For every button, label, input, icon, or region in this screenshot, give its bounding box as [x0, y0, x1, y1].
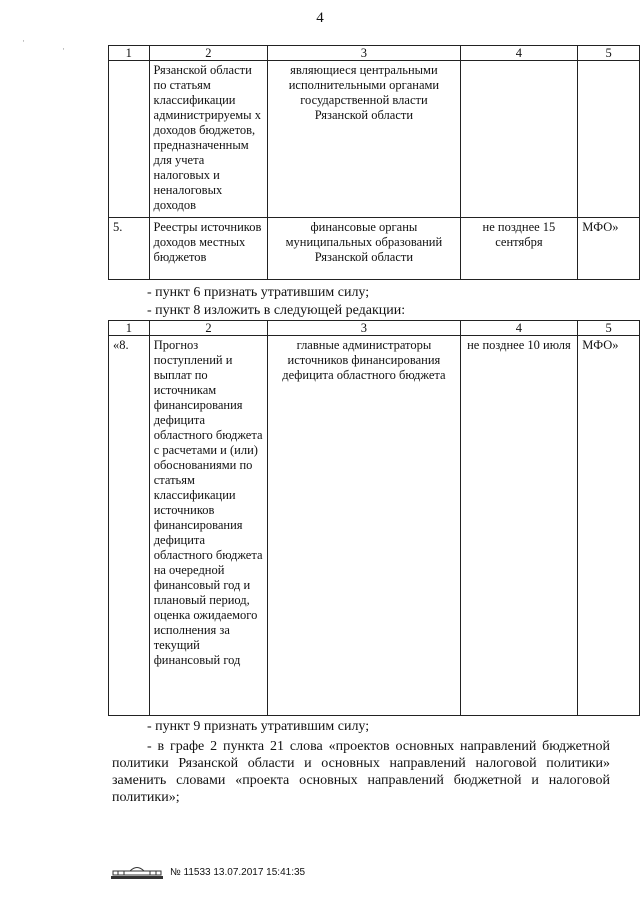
row-number [109, 61, 150, 218]
col-header: 1 [109, 46, 150, 61]
document-name: Реестры источников доходов местных бюджетов [149, 218, 268, 280]
row-number: 5. [109, 218, 150, 280]
col-header: 4 [460, 321, 578, 336]
col-header: 4 [460, 46, 578, 61]
table-header-row [109, 321, 640, 336]
amendment-item-8: - пункт 8 изложить в следующей редакции: [147, 303, 406, 318]
col-header: 5 [578, 321, 640, 336]
col-header: 2 [149, 321, 268, 336]
recipient: МФО» [578, 336, 640, 716]
document-name: Прогноз поступлений и выплат по источникам финансирования дефицита областного бюджета с расчетами и (или) обоснованиями по статьям классификации источников финансирования дефицита областного бюджета на очередной финансовый год и плановый период, оценка ожидаемого исполнения за текущий финансовый год [149, 336, 268, 716]
deadline: не позднее 10 июля [460, 336, 578, 716]
deadline [460, 61, 578, 218]
scan-mark: · [62, 44, 65, 54]
registry-logo-icon [110, 864, 164, 880]
document-id: № 11533 13.07.2017 15:41:35 [170, 866, 306, 878]
table-continuation [108, 45, 640, 280]
col-header: 3 [268, 46, 460, 61]
recipient: МФО» [578, 218, 640, 280]
deadline: не позднее 15 сентября [460, 218, 578, 280]
table-item-8 [108, 320, 640, 716]
table-row [109, 61, 640, 218]
col-header: 2 [149, 46, 268, 61]
col-header: 3 [268, 321, 460, 336]
table-row [109, 336, 640, 716]
table-row [109, 218, 640, 280]
col-header: 1 [109, 321, 150, 336]
amendment-item-21: - в графе 2 пункта 21 слова «проектов основных направлений бюджетной политики Рязанской области и основных направлений налоговой политики» заменить словами «проекта основных направлений бюджетной и налоговой политики»; [112, 739, 610, 805]
amendment-item-6: - пункт 6 признать утратившим силу; [147, 285, 370, 300]
scan-mark: · [22, 36, 25, 46]
table-header-row [109, 46, 640, 61]
document-name: Рязанской области по статьям классификации администрируемы х доходов бюджетов, предназначенным для учета налоговых и неналоговых доходов [149, 61, 268, 218]
amendment-item-9: - пункт 9 признать утратившим силу; [147, 719, 370, 734]
footer-stamp [110, 864, 305, 880]
responsible: являющиеся центральными исполнительными органами государственной власти Рязанской области [268, 61, 460, 218]
recipient [578, 61, 640, 218]
row-number: «8. [109, 336, 150, 716]
responsible: главные администраторы источников финансирования дефицита областного бюджета [268, 336, 460, 716]
responsible: финансовые органы муниципальных образований Рязанской области [268, 218, 460, 280]
page-number: 4 [316, 10, 324, 26]
col-header: 5 [578, 46, 640, 61]
